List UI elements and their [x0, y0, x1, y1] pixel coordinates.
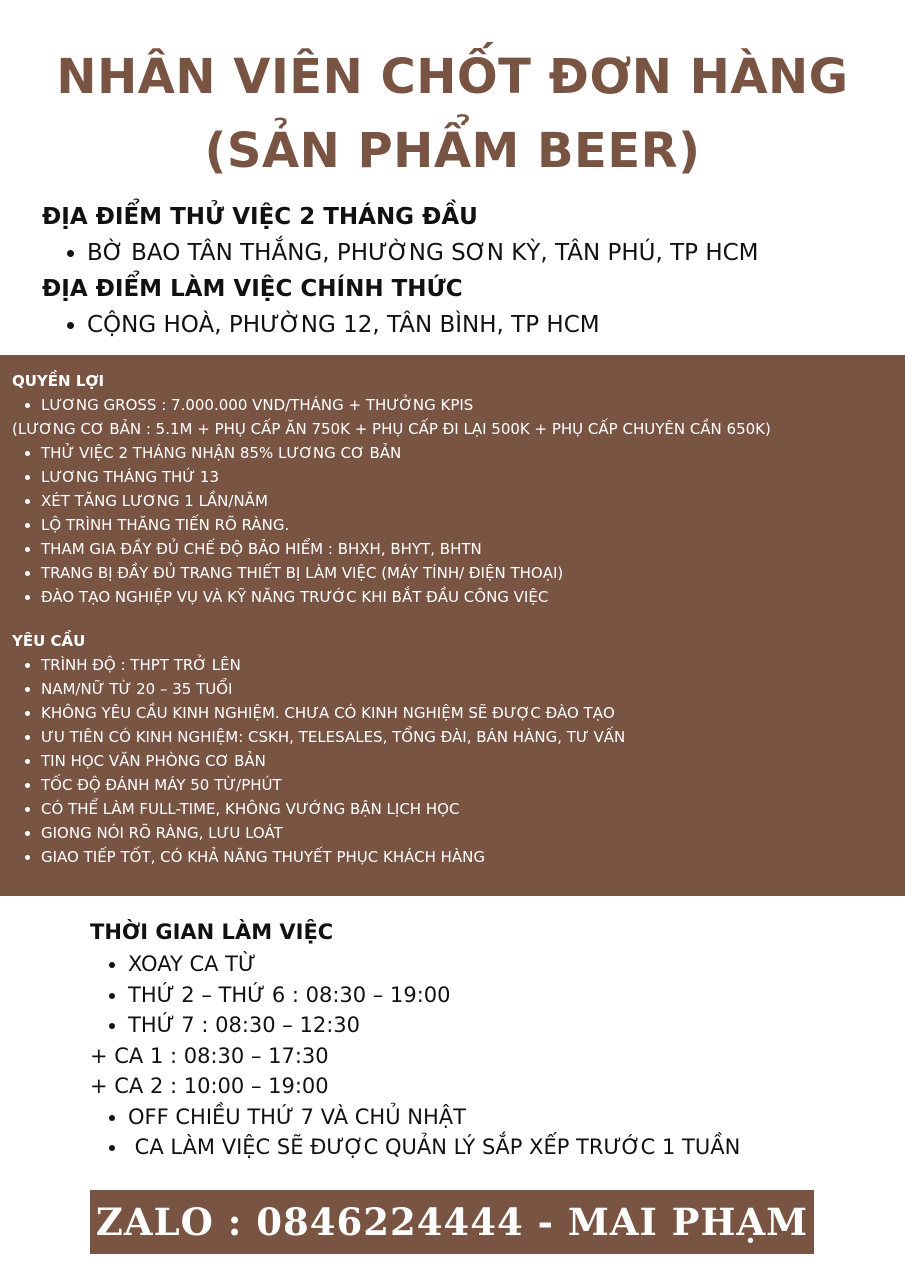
- official-location-heading: ĐỊA ĐIỂM LÀM VIỆC CHÍNH THỨC: [42, 276, 463, 302]
- title-line-2: (SẢN PHẨM BEER): [204, 123, 701, 179]
- trial-location-list: [42, 236, 892, 270]
- benefit-item: • LƯƠNG THÁNG THỨ 13: [41, 465, 905, 489]
- benefit-item: • TRANG BỊ ĐẦY ĐỦ TRANG THIẾT BỊ LÀM VIỆC (MÁY TÍNH/ ĐIỆN THOẠI): [41, 561, 905, 585]
- requirement-item: • TỐC ĐỘ ĐÁNH MÁY 50 TỪ/PHÚT: [41, 773, 905, 797]
- schedule-list: [90, 949, 890, 1041]
- requirement-item: • TIN HỌC VĂN PHÒNG CƠ BẢN: [41, 749, 905, 773]
- requirement-item: • CÓ THỂ LÀM FULL-TIME, KHÔNG VƯỚNG BẬN LỊCH HỌC: [41, 797, 905, 821]
- benefit-item: • ĐÀO TẠO NGHIỆP VỤ VÀ KỸ NĂNG TRƯỚC KHI BẮT ĐẦU CÔNG VIỆC: [41, 585, 905, 609]
- benefit-item: • XÉT TĂNG LƯƠNG 1 LẦN/NĂM: [41, 489, 905, 513]
- requirement-item: • GIAO TIẾP TỐT, CÓ KHẢ NĂNG THUYẾT PHỤC KHÁCH HÀNG: [41, 845, 905, 869]
- benefits-requirements-panel: [0, 355, 905, 896]
- benefits-heading: QUYỀN LỢI: [12, 372, 105, 390]
- title-line-1: NHÂN VIÊN CHỐT ĐƠN HÀNG: [56, 49, 849, 105]
- schedule-section: [90, 915, 890, 1163]
- requirement-item: • TRÌNH ĐỘ : THPT TRỞ LÊN: [41, 653, 905, 677]
- schedule-list-after: [90, 1102, 890, 1163]
- trial-location-address: • BỜ BAO TÂN THẮNG, PHƯỜNG SƠN KỲ, TÂN PHÚ, TP HCM: [87, 236, 892, 270]
- zalo-contact-banner: ZALO : 0846224444 - MAI PHẠM: [90, 1190, 814, 1254]
- requirements-heading: YÊU CẦU: [12, 632, 86, 650]
- shift-2: + CA 2 : 10:00 – 19:00: [90, 1074, 329, 1098]
- requirement-item: • NAM/NỮ TỪ 20 – 35 TUỔI: [41, 677, 905, 701]
- requirement-item: • ƯU TIÊN CÓ KINH NGHIỆM: CSKH, TELESALES, TỔNG ĐÀI, BÁN HÀNG, TƯ VẤN: [41, 725, 905, 749]
- requirement-item: • GIONG NÓI RÕ RÀNG, LƯU LOÁT: [41, 821, 905, 845]
- shift-1: + CA 1 : 08:30 – 17:30: [90, 1043, 329, 1068]
- locations-section: [42, 198, 892, 342]
- salary-note: (LƯƠNG CƠ BẢN : 5.1M + PHỤ CẤP ĂN 750K + PHỤ CẤP ĐI LẠI 500K + PHỤ CẤP CHUYÊN CẦN 650K): [12, 420, 771, 438]
- schedule-item: • OFF CHIỀU THỨ 7 VÀ CHỦ NHẬT: [128, 1102, 890, 1133]
- schedule-heading: THỜI GIAN LÀM VIỆC: [90, 920, 334, 944]
- benefit-item: • THỬ VIỆC 2 THÁNG NHẬN 85% LƯƠNG CƠ BẢN: [41, 441, 905, 465]
- benefits-list: [0, 441, 905, 609]
- schedule-item: • THỨ 2 – THỨ 6 : 08:30 – 19:00: [128, 980, 890, 1011]
- benefit-item: • LƯƠNG GROSS : 7.000.000 VND/THÁNG + THƯỞNG KPIS: [41, 393, 905, 417]
- benefit-item: • THAM GIA ĐẦY ĐỦ CHẾ ĐỘ BẢO HIỂM : BHXH, BHYT, BHTN: [41, 537, 905, 561]
- trial-location-heading: ĐỊA ĐIỂM THỬ VIỆC 2 THÁNG ĐẦU: [42, 204, 478, 230]
- benefit-item: • LỘ TRÌNH THĂNG TIẾN RÕ RÀNG.: [41, 513, 905, 537]
- requirement-item: • KHÔNG YÊU CẦU KINH NGHIỆM. CHƯA CÓ KINH NGHIỆM SẼ ĐƯỢC ĐÀO TẠO: [41, 701, 905, 725]
- schedule-item: • XOAY CA TỪ: [128, 949, 890, 980]
- official-location-list: [42, 308, 892, 342]
- requirements-list: [0, 653, 905, 869]
- benefits-list-top: [0, 393, 905, 417]
- schedule-item: • THỨ 7 : 08:30 – 12:30: [128, 1010, 890, 1041]
- page-title: [0, 40, 905, 188]
- schedule-item: • CA LÀM VIỆC SẼ ĐƯỢC QUẢN LÝ SẮP XẾP TRƯỚC 1 TUẦN: [128, 1132, 890, 1163]
- official-location-address: • CỘNG HOÀ, PHƯỜNG 12, TÂN BÌNH, TP HCM: [87, 308, 892, 342]
